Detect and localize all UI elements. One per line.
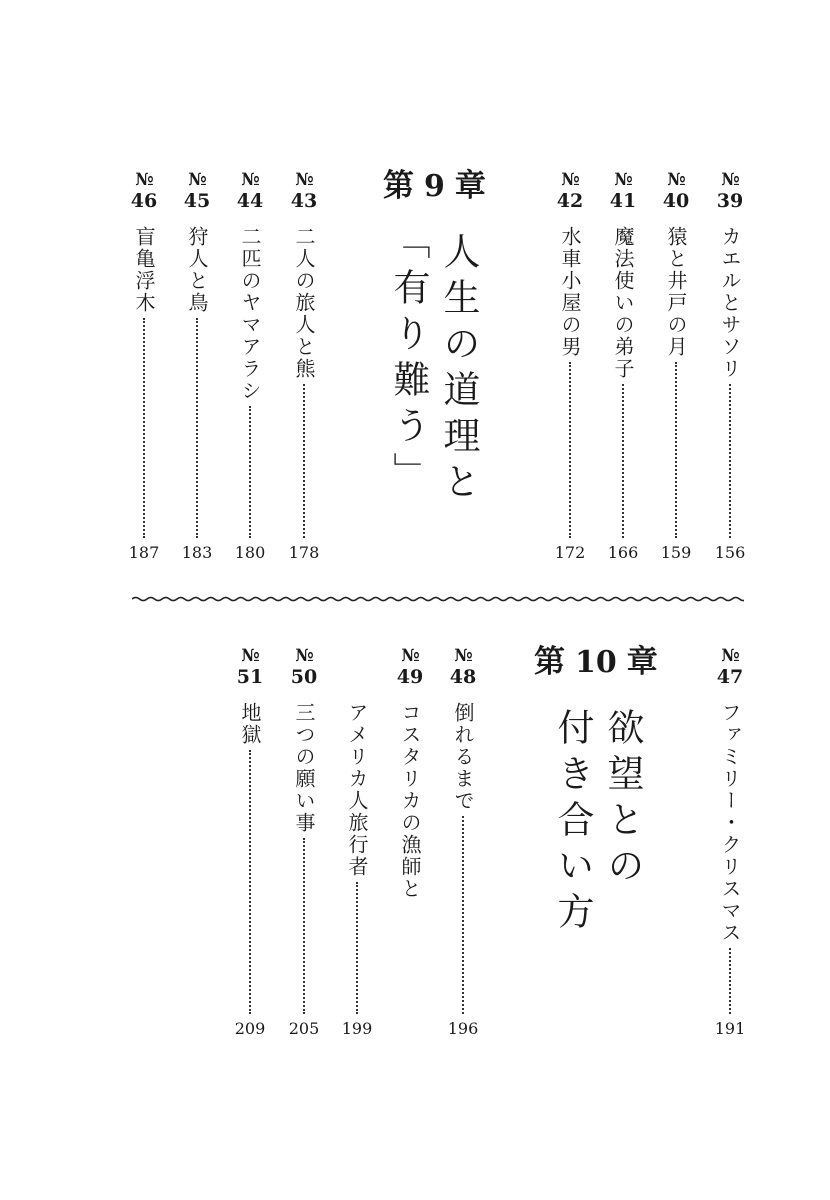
entry-number: 45 — [183, 190, 211, 212]
entry-page: 180 — [234, 543, 266, 562]
entry-title: カエルとサソリ — [718, 226, 742, 380]
chapter-number: 10 — [575, 645, 617, 680]
number-mark: № — [401, 646, 419, 666]
chapter-prefix: 第 — [383, 168, 414, 204]
number-mark: № — [454, 646, 472, 666]
number-mark: № — [667, 170, 685, 190]
chapter-9-title-line-1: 人生の道理と — [437, 232, 480, 508]
toc-entry-42[interactable] — [550, 170, 590, 562]
toc-entry-45[interactable] — [177, 170, 217, 562]
entry-title: 二人の旅人と熊 — [292, 226, 316, 380]
dotted-leader — [196, 318, 198, 538]
entry-number: 47 — [716, 666, 744, 688]
entry-number: 42 — [556, 190, 584, 212]
entry-page: 183 — [181, 543, 213, 562]
toc-entry-39[interactable] — [710, 170, 750, 562]
entry-title: コスタリカの漁師と — [398, 702, 422, 900]
entry-title-continued: アメリカ人旅行者 — [345, 702, 369, 878]
entry-page: 191 — [714, 1019, 746, 1038]
number-mark: № — [188, 170, 206, 190]
entry-page: 199 — [341, 1019, 373, 1038]
entry-page: 172 — [554, 543, 586, 562]
entry-number: 41 — [609, 190, 637, 212]
entry-number: 46 — [130, 190, 158, 212]
entry-number: 39 — [716, 190, 744, 212]
entry-title: 水車小屋の男 — [558, 226, 582, 358]
entry-page: 156 — [714, 543, 746, 562]
dotted-leader — [249, 750, 251, 1014]
entry-number: 50 — [290, 666, 318, 688]
toc-entry-43[interactable] — [284, 170, 324, 562]
toc-entry-48[interactable] — [443, 646, 483, 1038]
entry-title: 魔法使いの弟子 — [611, 226, 635, 380]
entry-page: 196 — [447, 1019, 479, 1038]
chapter-number: 9 — [424, 169, 445, 204]
number-mark: № — [241, 646, 259, 666]
dotted-leader — [356, 882, 358, 1014]
toc-entry-49-line-1[interactable] — [390, 646, 430, 1038]
toc-entry-49-line-2[interactable] — [337, 646, 377, 1038]
number-mark: № — [241, 170, 259, 190]
entry-number: 48 — [449, 666, 477, 688]
number-mark: № — [295, 170, 313, 190]
dotted-leader — [462, 816, 464, 1014]
entry-page: 205 — [288, 1019, 320, 1038]
dotted-leader — [622, 384, 624, 538]
chapter-prefix: 第 — [534, 644, 565, 680]
entry-title: 地獄 — [238, 702, 262, 746]
toc-entry-41[interactable] — [603, 170, 643, 562]
dotted-leader — [303, 838, 305, 1014]
number-mark: № — [561, 170, 579, 190]
dotted-leader — [729, 384, 731, 538]
wavy-divider — [132, 592, 744, 606]
number-mark: № — [721, 646, 739, 666]
dotted-leader — [249, 406, 251, 538]
entry-number: 49 — [396, 666, 424, 688]
toc-entry-47[interactable] — [710, 646, 750, 1038]
dotted-leader — [303, 384, 305, 538]
entry-title: 狩人と鳥 — [185, 226, 209, 314]
entry-title: 倒れるまで — [451, 702, 475, 812]
entry-page: 209 — [234, 1019, 266, 1038]
dotted-leader — [143, 318, 145, 538]
entry-page: 187 — [128, 543, 160, 562]
entry-page: 159 — [660, 543, 692, 562]
entry-number: 51 — [236, 666, 264, 688]
number-mark: № — [614, 170, 632, 190]
number-mark: № — [721, 170, 739, 190]
toc-entry-50[interactable] — [284, 646, 324, 1038]
entry-title: 猿と井戸の月 — [664, 226, 688, 358]
chapter-10-title-line-1: 欲望との — [601, 708, 644, 892]
toc-entry-51[interactable] — [230, 646, 270, 1038]
entry-title: 盲亀浮木 — [132, 226, 156, 314]
entry-title: ファミリー・クリスマス — [718, 702, 742, 944]
number-mark: № — [135, 170, 153, 190]
entry-number: 43 — [290, 190, 318, 212]
dotted-leader — [675, 362, 677, 538]
chapter-9-heading — [383, 168, 486, 205]
entry-number: 44 — [236, 190, 264, 212]
chapter-10-heading — [534, 644, 658, 681]
entry-number: 40 — [662, 190, 690, 212]
number-mark: № — [295, 646, 313, 666]
chapter-suffix: 章 — [454, 168, 486, 204]
dotted-leader — [569, 362, 571, 538]
chapter-suffix: 章 — [626, 644, 658, 680]
entry-title: 二匹のヤマアラシ — [238, 226, 262, 402]
toc-entry-46[interactable] — [124, 170, 164, 562]
entry-page: 166 — [607, 543, 639, 562]
toc-entry-40[interactable] — [656, 170, 696, 562]
chapter-10-title-line-2: 付き合い方 — [551, 708, 594, 938]
chapter-9-title-line-2: 「有り難う」 — [387, 222, 430, 498]
dotted-leader — [729, 948, 731, 1014]
entry-page: 178 — [288, 543, 320, 562]
toc-entry-44[interactable] — [230, 170, 270, 562]
entry-title: 三つの願い事 — [292, 702, 316, 834]
